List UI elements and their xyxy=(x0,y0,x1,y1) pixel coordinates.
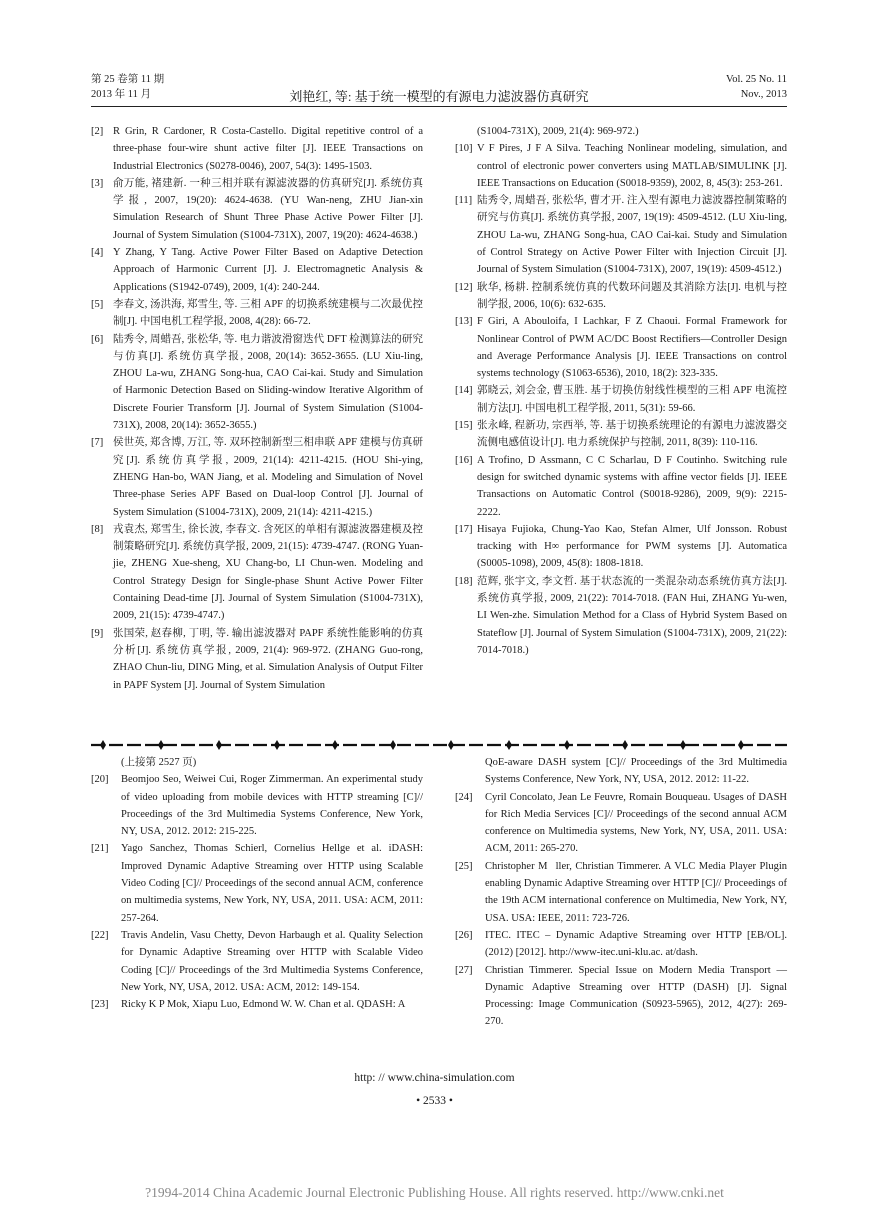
volume-en: Vol. 25 No. 11 xyxy=(726,74,787,85)
copyright-footer: ?1994-2014 China Academic Journal Electronic Publishing House. All rights reserved. http://www.cnki.net xyxy=(145,1185,724,1200)
date-cn: 2013 年 11 月 xyxy=(91,89,151,100)
reference-item xyxy=(455,521,787,573)
reference-number: [9] xyxy=(91,627,104,639)
reference-continuation: QoE-aware DASH system [C]// Proceedings of the 3rd Multimedia Systems Conference, New York, NY, USA, 2012. 2012: 11-22. xyxy=(485,757,787,786)
reference-number: [8] xyxy=(91,523,104,535)
reference-text: 范辉, 张宇文, 李文哲. 基于状态流的一类混杂动态系统仿真方法[J]. 系统仿真学报, 2009, 21(22): 7014-7018. (FAN Hui, ZHANG Yu-wen, LI Wen-zhe. Simulation Method for a Class of Hybrid System Based on Stateflow [J]. Journal of System Simulation (S1004-731X), 2009, 21(22): 7014-7018.) xyxy=(477,575,787,656)
reference-text: 侯世英, 郑含博, 万江, 等. 双环控制新型三相串联 APF 建模与仿真研究[J]. 系统仿真学报, 2009, 21(14): 4211-4215. (HOU Shi-ying, ZHENG Han-bo, WAN Jiang, et al. Modeling and Simulation of Novel Three-phase Series APF Based on Dual-loop Control [J]. Journal of System Simulation (S1004-731X), 2009, 21(14): 4211-4215.) xyxy=(113,437,423,518)
reference-number: [5] xyxy=(91,298,104,310)
reference-item xyxy=(91,625,423,694)
reference-number: [23] xyxy=(91,999,109,1011)
reference-text: Yago Sanchez, Thomas Schierl, Cornelius Hellge et al. iDASH: Improved Dynamic Adaptive Streaming over HTTP using Scalable Video Coding [C]// Proceedings of the second annual ACM, conference on multimedia systems, New York, NY, USA, 2011. USA: ACM, 2011: 257-264. xyxy=(121,843,423,924)
reference-text: 陆秀令, 周蜡吾, 张松华, 曹才开. 注入型有源电力滤波器控制策略的研究与仿真[J]. 系统仿真学报, 2007, 19(19): 4509-4512. (LU Xiu-ling, ZHOU La-wu, ZHANG Song-hua, CAO Cai-kai. Study and Simulation of Control Strategy on Active Power Filter with Injection Circuit [J]. Journal of System Simulation (S1004-731X), 2007, 19(19): 4509-4512.) xyxy=(477,195,787,276)
reference-item xyxy=(455,789,787,858)
reference-item xyxy=(455,417,787,452)
reference-number: [22] xyxy=(91,929,109,941)
references-top-right xyxy=(455,123,787,659)
reference-number: [4] xyxy=(91,247,104,259)
reference-number: [17] xyxy=(455,523,473,535)
reference-text: Travis Andelin, Vasu Chetty, Devon Harbaugh et al. Quality Selection for Dynamic Adaptive Streaming over HTTP with Scalable Video Coding [C]// Proceedings of the 3rd Multimedia Systems Conference, New York, NY, USA, 2012. USA: ACM, 2012: 149-154. xyxy=(121,929,423,993)
reference-text: 张国荣, 赵春柳, 丁明, 等. 输出滤波器对 PAPF 系统性能影响的仿真分析[J]. 系统仿真学报, 2009, 21(4): 969-972. (ZHANG Guo-rong, ZHAO Chun-liu, DING Ming, et al. Simulation Analysis of Output Filter in PAPF System [J]. Journal of System Simulation xyxy=(113,627,423,691)
reference-number: [15] xyxy=(455,420,473,432)
reference-number: [26] xyxy=(455,929,473,941)
reference-text: Beomjoo Seo, Weiwei Cui, Roger Zimmerman. An experimental study of video uploading from mobile devices with HTTP streaming [C]// Proceedings of the 3rd Multimedia Systems Conference, New York, NY, USA, 2012. 2012: 215-225. xyxy=(121,774,423,838)
reference-text: 俞万能, 褚建新. 一种三相并联有源滤波器的仿真研究[J]. 系统仿真学报, 2007, 19(20): 4624-4638. (YU Wan-neng, ZHU Jian-xin Simulation Research of Shunt Three Phase Active Power Filter [J]. Journal of System Simulation (S1004-731X), 2007, 19(20): 4624-4638.) xyxy=(113,177,423,241)
reference-item xyxy=(91,927,423,996)
separator-diamond xyxy=(274,740,280,750)
continued-note: (上接第 2527 页) xyxy=(121,757,197,768)
reference-item xyxy=(91,521,423,625)
separator-diamond xyxy=(564,740,570,750)
journal-url: http: // www.china-simulation.com xyxy=(354,1072,515,1084)
reference-item xyxy=(91,840,423,926)
reference-text: Y Zhang, Y Tang. Active Power Filter Based on Adaptive Detection Approach of Harmonic Current [J]. J. Electromagnetic Analysis & Applications (S1942-0749), 2009, 1(4): 240-244. xyxy=(113,247,423,293)
reference-number: [14] xyxy=(455,385,473,397)
reference-number: [13] xyxy=(455,316,473,328)
reference-item xyxy=(455,279,787,314)
reference-number: [7] xyxy=(91,437,104,449)
reference-number: [20] xyxy=(91,774,109,786)
page-number: • 2533 • xyxy=(416,1095,453,1107)
separator-diamond xyxy=(100,740,106,750)
references-bottom-left xyxy=(91,754,423,1013)
reference-number: [11] xyxy=(455,195,473,207)
reference-item xyxy=(91,123,423,175)
reference-text: A Trofino, D Assmann, C C Scharlau, D F Coutinho. Switching rule design for switched dynamic systems with affine vector fields [J]. IEEE Transactions on Automatic Control (S0018-9286), 2009, 9(9): 2215-2222. xyxy=(477,454,787,518)
volume-cn: 第 25 卷第 11 期 xyxy=(91,74,165,85)
separator-diamond xyxy=(680,740,686,750)
reference-number: [10] xyxy=(455,143,473,155)
references-bottom-right xyxy=(455,754,787,1031)
reference-text: R Grin, R Cardoner, R Costa-Castello. Digital repetitive control of a three-phase four-wire shunt active filter [J]. IEEE Transactions on Industrial Electronics (S0278-0046), 2007, 54(3): 1495-1503. xyxy=(113,126,423,172)
date-en: Nov., 2013 xyxy=(740,89,787,100)
reference-text: 耿华, 杨耕. 控制系统仿真的代数环问题及其消除方法[J]. 电机与控制学报, 2006, 10(6): 632-635. xyxy=(477,281,787,310)
header-rule xyxy=(91,106,787,107)
reference-item xyxy=(455,573,787,659)
reference-number: [3] xyxy=(91,177,104,189)
separator-diamond xyxy=(332,740,338,750)
reference-item xyxy=(455,192,787,278)
reference-item xyxy=(455,140,787,192)
reference-continuation: (S1004-731X), 2009, 21(4): 969-972.) xyxy=(477,126,639,137)
separator-diamond xyxy=(158,740,164,750)
reference-text: V F Pires, J F A Silva. Teaching Nonlinear modeling, simulation, and control of electronic power converters using MATLAB/SIMULINK [J]. IEEE Transactions on Education (S0018-9359), 2002, 8, 45(3): 253-261. xyxy=(477,143,787,189)
reference-number: [12] xyxy=(455,281,473,293)
reference-item xyxy=(455,313,787,382)
reference-item xyxy=(455,858,787,927)
reference-item xyxy=(91,331,423,435)
reference-text: Ricky K P Mok, Xiapu Luo, Edmond W. W. Chan et al. QDASH: A xyxy=(121,999,406,1011)
reference-item xyxy=(455,452,787,521)
reference-item xyxy=(455,382,787,417)
reference-item xyxy=(91,434,423,520)
reference-text: Christopher M ller, Christian Timmerer. A VLC Media Player Plugin enabling Dynamic Adaptive Streaming over HTTP [C]// Proceedings of the 19th ACM international conference on Multimedia, New York, NY, USA. USA: IEEE, 2011: 723-726. xyxy=(485,860,787,924)
reference-number: [24] xyxy=(455,791,473,803)
reference-item xyxy=(455,962,787,1031)
separator-diamond xyxy=(738,740,744,750)
reference-text: 陆秀令, 周蜡吾, 张松华, 等. 电力谐波滑窗迭代 DFT 检测算法的研究与仿真[J]. 系统仿真学报, 2008, 20(14): 3652-3655. (LU Xiu-ling, ZHOU La-wu, ZHANG Song-hua, CAO Cai-kai. Study and Simulation of Harmonic Detection Based on Sliding-window Iterative Algorithm of Discrete Fourier Transform [J]. Journal of System Simulation (S1004-731X), 2008, 20(14): 3652-3655.) xyxy=(113,333,423,432)
reference-text: Hisaya Fujioka, Chung-Yao Kao, Stefan Almer, Ulf Jonsson. Robust tracking with H∞ performance for PWM systems [J]. Automatica (S0005-1098), 2009, 45(8): 1808-1818. xyxy=(477,523,787,570)
section-separator xyxy=(91,739,787,751)
reference-text: Christian Timmerer. Special Issue on Modern Media Transport — Dynamic Adaptive Streaming over HTTP (DASH) [J]. Signal Processing: Image Communication (S0923-5965), 2012, 4(27): 269-270. xyxy=(485,964,787,1028)
reference-item xyxy=(91,771,423,840)
reference-item xyxy=(91,244,423,296)
reference-number: [27] xyxy=(455,964,473,976)
reference-number: [18] xyxy=(455,575,473,587)
reference-item xyxy=(91,296,423,331)
reference-number: [6] xyxy=(91,333,104,345)
reference-number: [2] xyxy=(91,126,104,137)
references-top-left xyxy=(91,123,423,694)
reference-text: ITEC. ITEC – Dynamic Adaptive Streaming over HTTP [EB/OL]. (2012) [2012]. http://www-itec.uni-klu.ac. at/dash. xyxy=(485,929,787,959)
reference-item xyxy=(91,175,423,244)
running-header xyxy=(91,72,787,106)
separator-diamond xyxy=(390,740,396,750)
reference-text: Cyril Concolato, Jean Le Feuvre, Romain Bouqueau. Usages of DASH for Rich Media Services [C]// Proceedings of the second annual ACM conference on Multimedia systems, New York, NY, USA, 2011. USA: ACM, 2011: 265-270. xyxy=(485,791,787,855)
separator-diamond xyxy=(622,740,628,750)
reference-item xyxy=(91,996,423,1013)
reference-number: [21] xyxy=(91,843,109,855)
reference-text: 戎袁杰, 郑雪生, 徐长波, 李春文. 含死区的单相有源滤波器建模及控制策略研究[J]. 系统仿真学报, 2009, 21(15): 4739-4747. (RONG Yuan-jie, ZHENG Xue-sheng, XU Chang-bo, LI Chun-wen. Modeling and Control Strategy Design for Single-phase Shunt Active Power Filter Containing Dead-time [J]. Journal of System Simulation (S1004-731X), 2009, 21(15): 4739-4747.) xyxy=(113,523,423,622)
separator-diamond xyxy=(216,740,222,750)
reference-text: 李春文, 汤洪海, 郑雪生, 等. 三相 APF 的切换系统建模与二次最优控制[J]. 中国电机工程学报, 2008, 4(28): 66-72. xyxy=(113,298,423,328)
running-title: 刘艳红, 等: 基于统一模型的有源电力滤波器仿真研究 xyxy=(289,89,589,104)
reference-number: [16] xyxy=(455,454,473,466)
separator-diamond xyxy=(448,740,454,750)
separator-diamond xyxy=(506,740,512,750)
reference-item xyxy=(455,927,787,962)
reference-text: 郭晓云, 刘会金, 曹玉胜. 基于切换仿射线性模型的三相 APF 电流控制方法[J]. 中国电机工程学报, 2011, 5(31): 59-66. xyxy=(477,385,787,414)
reference-text: F Giri, A Abouloifa, I Lachkar, F Z Chaoui. Formal Framework for Nonlinear Control of PWM AC/DC Boost Rectifiers—Controller Design and Average Performance Analysis [J]. IEEE Transactions on control systems technology (S1063-6536), 2010, 18(2): 323-335. xyxy=(477,316,787,380)
reference-number: [25] xyxy=(455,860,473,872)
reference-text: 张永峰, 程新功, 宗西举, 等. 基于切换系统理论的有源电力滤波器交流侧电感值设计[J]. 电力系统保护与控制, 2011, 8(39): 110-116. xyxy=(477,420,787,449)
header-right xyxy=(726,72,787,102)
